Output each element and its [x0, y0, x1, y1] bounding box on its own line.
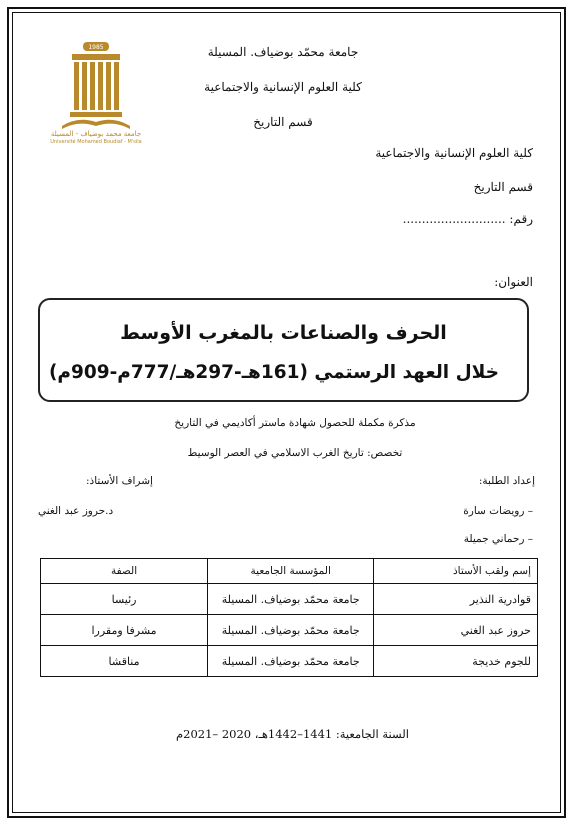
meta-faculty: كلية العلوم الإنسانية والاجتماعية: [375, 146, 533, 160]
student-item: – رويضات سارة: [463, 505, 533, 517]
title-label: العنوان:: [494, 275, 533, 289]
table-row: [41, 615, 538, 646]
jury-table: [40, 558, 538, 677]
jury-header-institution: المؤسسة الجامعية: [208, 559, 374, 584]
academic-year-label: السنة الجامعية:: [335, 727, 409, 741]
table-row: [41, 646, 538, 677]
thesis-specialty: تخصص: تاريخ الغرب الاسلامي في العصر الوسيط: [187, 447, 403, 459]
students-label: إعداد الطلبة:: [478, 475, 535, 487]
thesis-title-line2: خلال العهد الرستمي (161هـ-297هـ/777م-909م): [48, 362, 499, 383]
jury-member-name: قوادرية النذير: [374, 584, 538, 615]
logo-name-fr: Université Mohamed Boudiaf - M'sila: [50, 139, 142, 145]
table-row: [41, 584, 538, 615]
university-logo: [58, 42, 134, 134]
jury-member-role: مناقشا: [41, 646, 208, 677]
thesis-title-line1: الحرف والصناعات بالمغرب الأوسط: [120, 322, 447, 344]
jury-member-name: حروز عبد الغني: [374, 615, 538, 646]
jury-member-role: مشرفا ومقررا: [41, 615, 208, 646]
jury-member-name: للجوم خديجة: [374, 646, 538, 677]
meta-number: رقم: ...........................: [402, 212, 533, 226]
supervisor-name: د.حروز عبد الغني: [38, 505, 114, 517]
academic-year: [170, 727, 415, 741]
jury-header-role: الصفة: [41, 559, 208, 584]
jury-header-row: [41, 559, 538, 584]
student-item: – رحماني جميلة: [463, 533, 533, 545]
logo-name-ar: جامعة محمد بوضياف - المسيلة: [50, 130, 142, 138]
header-university: جامعة محمّد بوضياف. المسيلة: [207, 45, 359, 59]
jury-member-institution: جامعة محمّد بوضياف. المسيلة: [208, 584, 374, 615]
supervisor-label: إشراف الأستاذ:: [86, 475, 153, 487]
jury-member-institution: جامعة محمّد بوضياف. المسيلة: [208, 646, 374, 677]
svg-text:1985: 1985: [88, 44, 104, 51]
header-department: قسم التاريخ: [253, 115, 313, 129]
meta-department: قسم التاريخ: [473, 180, 533, 194]
jury-member-institution: جامعة محمّد بوضياف. المسيلة: [208, 615, 374, 646]
jury-header-name: إسم ولقب الأستاذ: [374, 559, 538, 584]
header-faculty: كلية العلوم الإنسانية والاجتماعية: [204, 80, 362, 94]
academic-year-value: 1441–1442هـ، 2020 –2021م: [176, 727, 333, 741]
jury-member-role: رئيسا: [41, 584, 208, 615]
thesis-purpose: مذكرة مكملة للحصول شهادة ماستر أكاديمي في التاريخ: [174, 417, 416, 429]
title-box: [38, 298, 529, 402]
